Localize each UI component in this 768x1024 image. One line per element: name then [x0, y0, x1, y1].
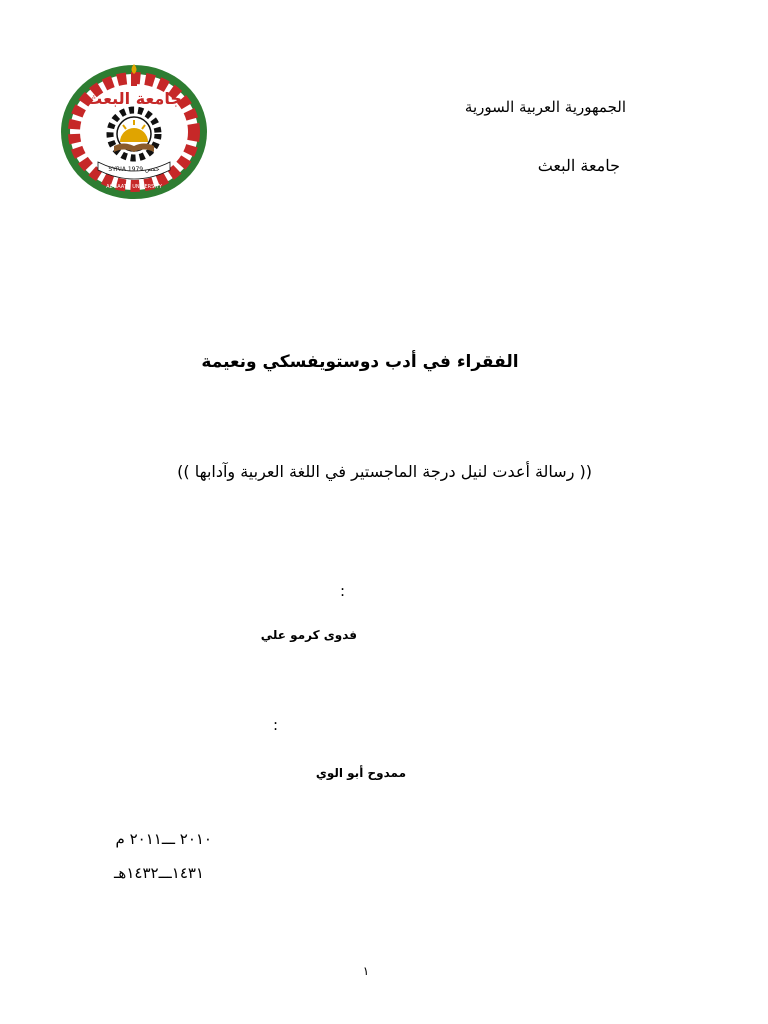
thesis-subtitle: (( رسالة أعدت لنيل درجة الماجستير في اللغة العربية وآدابها ))	[177, 462, 592, 481]
thesis-title: الفقراء في أدب دوستويفسكي ونعيمة	[201, 352, 519, 372]
logo-banner-text: SYRIA 1979 حمص	[108, 166, 160, 173]
page-number-row	[0, 964, 768, 978]
prepared-by-label: :	[340, 582, 346, 600]
thesis-title-row	[0, 352, 768, 372]
logo-bottom-text: AL-BAATH UNIVERSITY	[106, 184, 162, 190]
author-name: فدوى كرمو علي	[260, 628, 357, 642]
university-logo	[58, 62, 210, 202]
supervised-by-label: :	[273, 716, 279, 734]
country-name: الجمهورية العربية السورية	[464, 98, 626, 116]
logo-arabic-name: جامعة البعث	[86, 89, 182, 108]
university-name: جامعة البعث	[537, 156, 620, 175]
gregorian-years: ٢٠١٠ ـــ٢٠١١ م	[115, 830, 212, 848]
supervisor-name: ممدوح أبو الوي	[315, 766, 406, 780]
page-number: ١	[362, 964, 370, 978]
hijri-years: ١٤٣١ـــ١٤٣٢هـ	[114, 864, 204, 882]
